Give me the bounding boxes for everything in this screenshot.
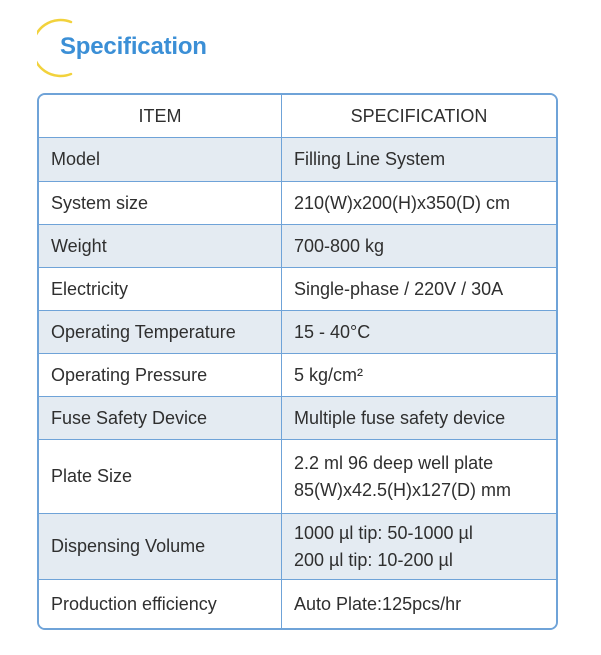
row-spec-value: 5 kg/cm² bbox=[294, 364, 364, 385]
specification-table bbox=[37, 93, 558, 630]
table-row bbox=[39, 267, 556, 310]
row-spec-value: 1000 µl tip: 50-1000 µl 200 µl tip: 10-200 µl bbox=[294, 522, 473, 570]
row-item-label: Plate Size bbox=[39, 440, 282, 513]
row-item-label: Dispensing Volume bbox=[39, 514, 282, 579]
row-item-label: Weight bbox=[39, 225, 282, 267]
table-row bbox=[39, 396, 556, 439]
row-item-label: Model bbox=[39, 138, 282, 181]
row-spec-value: 210(W)x200(H)x350(D) cm bbox=[294, 192, 511, 213]
row-spec-value: 2.2 ml 96 deep well plate 85(W)x42.5(H)x127(D) mm bbox=[294, 452, 512, 500]
row-item-label: Electricity bbox=[39, 268, 282, 310]
row-spec-value: Single-phase / 220V / 30A bbox=[294, 278, 504, 299]
table-row bbox=[39, 513, 556, 579]
table-row bbox=[39, 353, 556, 396]
row-spec-value: 700-800 kg bbox=[294, 235, 385, 256]
row-item-label: Operating Temperature bbox=[39, 311, 282, 353]
page-title: Specification bbox=[60, 33, 207, 60]
table-row bbox=[39, 310, 556, 353]
table-row bbox=[39, 439, 556, 513]
row-spec-value: Filling Line System bbox=[294, 149, 446, 169]
row-spec-value: Multiple fuse safety device bbox=[294, 407, 506, 428]
row-spec-value: Auto Plate:125pcs/hr bbox=[294, 593, 462, 614]
table-row bbox=[39, 181, 556, 224]
row-item-label: System size bbox=[39, 182, 282, 224]
table-row bbox=[39, 224, 556, 267]
header-specification: SPECIFICATION bbox=[350, 105, 488, 126]
table-header-row bbox=[39, 95, 556, 137]
table-row bbox=[39, 137, 556, 181]
row-item-label: Operating Pressure bbox=[39, 354, 282, 396]
row-item-label: Fuse Safety Device bbox=[39, 397, 282, 439]
row-spec-value: 15 - 40°C bbox=[294, 321, 371, 342]
table-row bbox=[39, 579, 556, 628]
header-item: ITEM bbox=[39, 95, 282, 137]
row-item-label: Production efficiency bbox=[39, 580, 282, 628]
